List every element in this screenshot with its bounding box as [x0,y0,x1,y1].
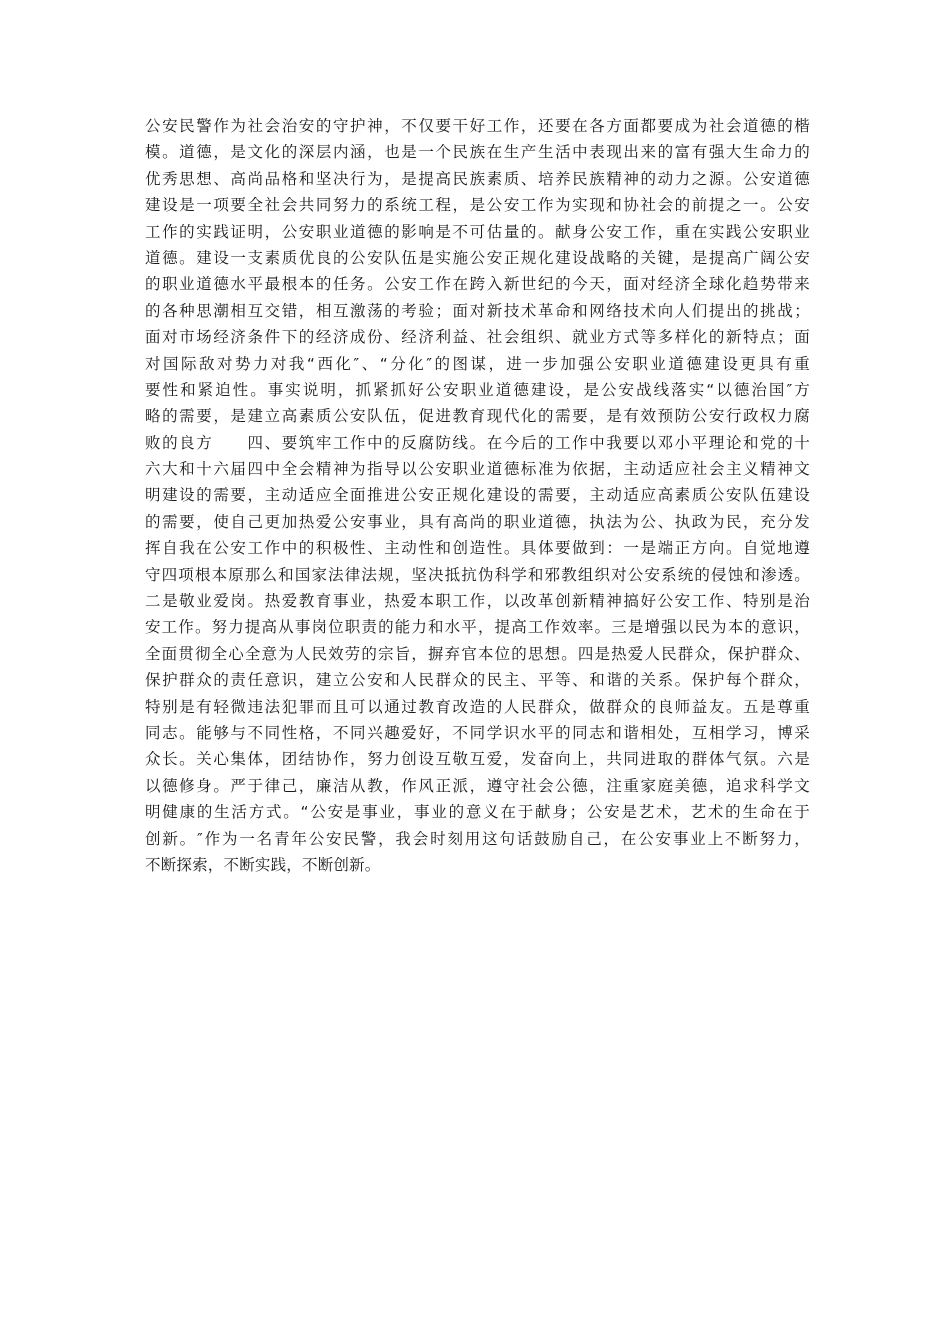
text-line: 的需要，使自己更加热爱公安事业，具有高尚的职业道德，执法为公、执政为民，充分发 [145,512,810,531]
text-line: 同志。能够与不同性格，不同兴趣爱好，不同学识水平的同志和谐相处，互相学习，博采 [145,723,810,742]
text-line: 守四项根本原那么和国家法律法规，坚决抵抗伪科学和邪教组织对公安系统的侵蚀和渗透。 [145,565,810,584]
text-line: 特别是有轻微违法犯罪而且可以通过教育改造的人民群众，做群众的良师益友。五是尊重 [145,697,810,716]
text-line: 优秀思想、高尚品格和坚决行为，是提高民族素质、培养民族精神的动力之源。公安道德 [145,169,810,188]
text-line: 对国际敌对势力对我“西化″、“分化″的图谋，进一步加强公安职业道德建设更具有重 [145,354,810,373]
text-line: 创新。″作为一名青年公安民警，我会时刻用这句话鼓励自己，在公安事业上不断努力， [145,829,810,848]
text-line: 公安民警作为社会治安的守护神，不仅要干好工作，还要在各方面都要成为社会道德的楷 [145,117,810,135]
text-line: 安工作。努力提高从事岗位职责的能力和水平，提高工作效率。三是增强以民为本的意识， [145,618,810,637]
text-line: 众长。关心集体，团结协作，努力创设互敬互爱，发奋向上，共同进取的群体气氛。六是 [145,750,810,769]
text-line: 挥自我在公安工作中的积极性、主动性和创造性。具体要做到：一是端正方向。自觉地遵 [145,539,810,558]
text-line: 六大和十六届四中全会精神为指导以公安职业道德标准为依据，主动适应社会主义精神文 [145,460,810,479]
text-line: 面对市场经济条件下的经济成份、经济利益、社会组织、就业方式等多样化的新特点；面 [145,328,810,347]
text-line: 工作的实践证明，公安职业道德的影响是不可估量的。献身公安工作，重在实践公安职业 [145,222,810,241]
body-text [145,113,810,878]
text-line: 略的需要，是建立高素质公安队伍，促进教育现代化的需要，是有效预防公安行政权力腐 [145,407,810,426]
text-line: 建设是一项要全社会共同努力的系统工程，是公安工作为实现和协社会的前提之一。公安 [145,196,810,215]
text-line: 明健康的生活方式。“公安是事业，事业的意义在于献身；公安是艺术，艺术的生命在于 [145,803,810,822]
text-line: 道德。建设一支素质优良的公安队伍是实施公安正规化建设战略的关键，是提高广阔公安 [145,248,810,267]
text-line: 要性和紧迫性。事实说明，抓紧抓好公安职业道德建设，是公安战线落实“以德治国″方 [145,380,810,399]
text-line: 保护群众的责任意识，建立公安和人民群众的民主、平等、和谐的关系。保护每个群众， [145,671,810,690]
text-line: 全面贯彻全心全意为人民效劳的宗旨，摒弃官本位的思想。四是热爱人民群众，保护群众、 [145,644,810,663]
text-line: 的职业道德水平最根本的任务。公安工作在跨入新世纪的今天，面对经济全球化趋势带来 [145,275,810,294]
text-line: 二是敬业爱岗。热爱教育事业，热爱本职工作，以改革创新精神搞好公安工作、特别是治 [145,592,810,611]
text-line: 不断探索，不断实践，不断创新。 [145,855,381,874]
text-line: 明建设的需要，主动适应全面推进公安正规化建设的需要，主动适应高素质公安队伍建设 [145,486,810,505]
text-line: 的各种思潮相互交错，相互激荡的考验；面对新技术革命和网络技术向人们提出的挑战； [145,301,810,320]
text-line: 模。道德，是文化的深层内涵，也是一个民族在生产生活中表现出来的富有强大生命力的 [145,143,810,162]
text-line: 以德修身。严于律己，廉洁从教，作风正派，遵守社会公德，注重家庭美德，追求科学文 [145,776,810,795]
text-line: 败的良方 四、要筑牢工作中的反腐防线。在今后的工作中我要以邓小平理论和党的十 [145,433,810,452]
